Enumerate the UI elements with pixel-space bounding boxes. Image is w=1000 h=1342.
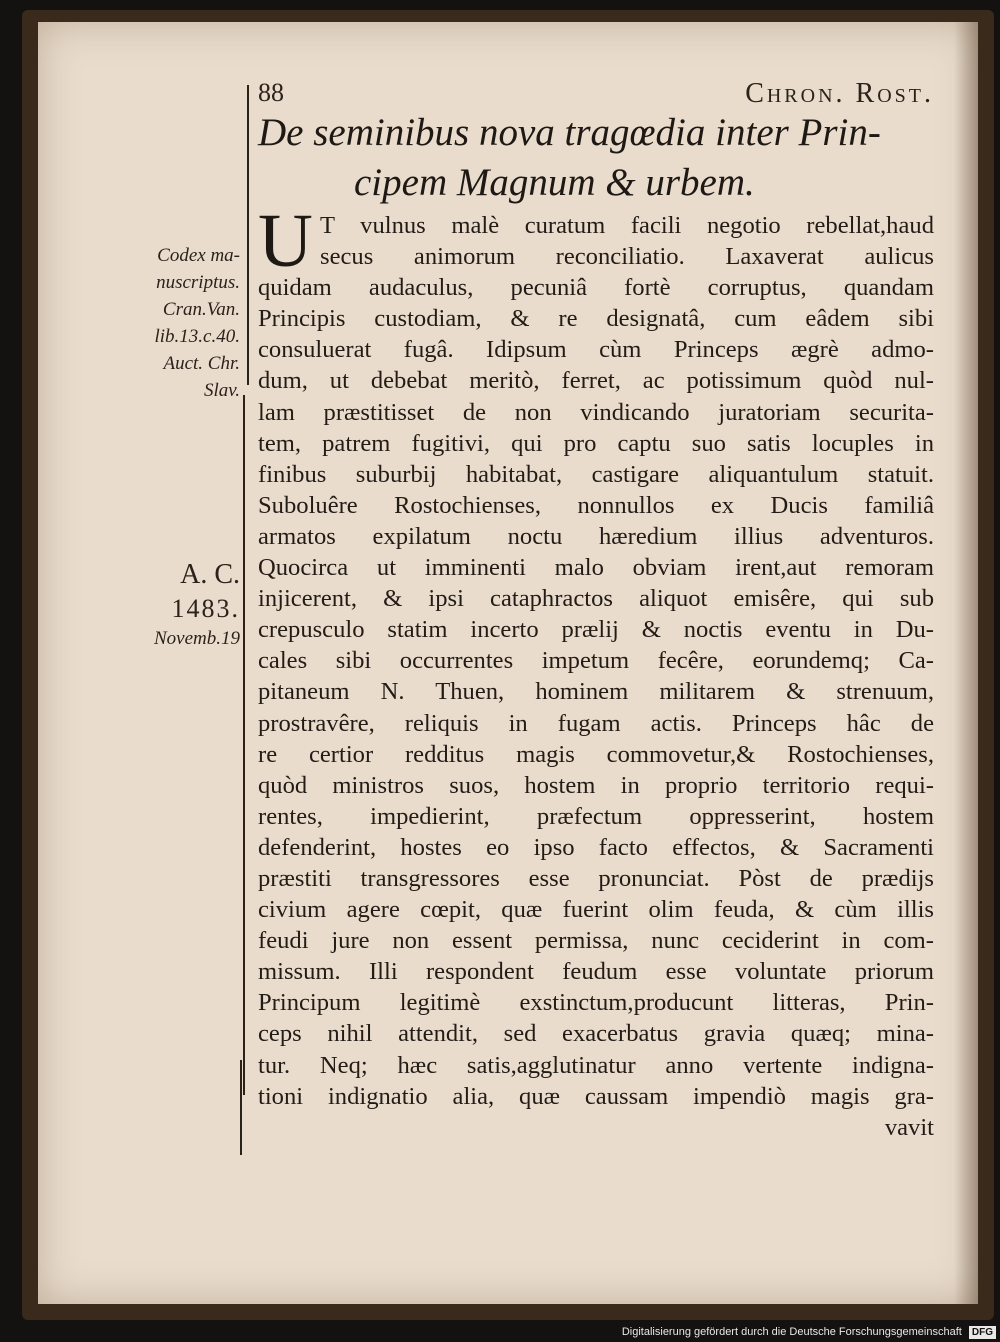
text-line: finibus suburbij habitabat, castigare aliquantulum statuit. <box>258 460 934 488</box>
text-line: lam præstitisset de non vindicando juratoriam securita- <box>258 398 934 426</box>
margin-rule-middle <box>243 395 245 1095</box>
text-line: tur. Neq; hæc satis,agglutinatur anno vertente indigna- <box>258 1051 934 1079</box>
text-line: tem, patrem fugitivi, qui pro captu suo satis locuples in <box>258 429 934 457</box>
text-line: quidam audaculus, pecuniâ fortè corruptus, quandam <box>258 274 934 302</box>
text-line: ceps nihil attendit, sed exacerbatus gravia quæq; mina- <box>258 1020 934 1048</box>
text-line: dum, ut debebat meritò, ferret, ac potissimum quòd nul- <box>258 367 934 395</box>
catchword: vavit <box>884 1113 934 1141</box>
margin-note-line: Cran.Van. <box>162 299 240 320</box>
text-line: prostravêre, reliquis in fugam actis. Princeps hâc de <box>258 709 934 737</box>
page-header <box>258 78 934 112</box>
text-line: Suboluêre Rostochienses, nonnullos ex Ducis familiâ <box>258 491 934 519</box>
text-line: Quocirca ut imminenti malo obviam irent,aut remoram <box>258 554 934 582</box>
date: Novemb.19 <box>153 628 240 649</box>
body-text <box>258 210 934 1143</box>
margin-note-date <box>130 558 240 652</box>
text-line: pitaneum N. Thuen, hominem militarem & strenuum, <box>258 678 934 706</box>
text-line: cales sibi occurrentes impetum fecêre, eorundemq; Ca- <box>258 647 934 675</box>
text-line: secus animorum reconciliatio. Laxaverat aulicus <box>320 243 934 271</box>
text-line: T vulnus malè curatum facili negotio rebellat,haud <box>320 212 934 239</box>
text-line: feudi jure non essent permissa, nunc ceciderint in com- <box>258 927 934 955</box>
anno-christi: A. C. <box>180 559 240 590</box>
year: 1483. <box>171 594 240 623</box>
page-number: 88 <box>258 78 284 107</box>
digitization-footer <box>600 1324 996 1340</box>
running-head: Chron. Rost. <box>745 78 934 109</box>
text-line: missum. Illi respondent feudum esse voluntate priorum <box>258 958 934 986</box>
text-line: injicerent, & ipsi cataphractos aliquot emisêre, qui sub <box>258 585 934 613</box>
drop-cap: U <box>258 199 313 283</box>
funding-notice: Digitalisierung gefördert durch die Deutsche Forschungsgemeinschaft <box>621 1326 962 1338</box>
text-line: defenderint, hostes eo ipso facto effectos, & Sacramenti <box>258 833 934 861</box>
text-line: armatos expilatum noctu hæredium illius adventuros. <box>258 522 934 550</box>
margin-note-line: nuscriptus. <box>156 272 240 293</box>
heading-line-2: cipem Magnum & urbem. <box>354 161 755 204</box>
text-line: crepusculo statim incerto prælij & noctis eventu in Du- <box>258 616 934 644</box>
page-gutter-shadow <box>954 22 978 1304</box>
text-line: Principis custodiam, & re designatâ, cum eâdem sibi <box>258 305 934 333</box>
margin-note-line: Codex ma- <box>157 245 240 266</box>
text-line: civium agere cœpit, quæ fuerint olim feuda, & cùm illis <box>258 896 934 924</box>
margin-rule-upper <box>247 85 249 385</box>
text-line: rentes, impedierint, præfectum oppresserint, hostem <box>258 802 934 830</box>
text-line: re certior redditus magis commovetur,& Rostochienses, <box>258 740 934 768</box>
text-line: Principum legitimè exstinctum,producunt litteras, Prin- <box>258 989 934 1017</box>
dfg-logo: DFG <box>969 1326 996 1339</box>
text-line: consuluerat fugâ. Idipsum cùm Princeps ægrè admo- <box>258 336 934 364</box>
text-line: tioni indignatio alia, quæ caussam impendiò magis gra- <box>258 1082 934 1110</box>
margin-rule-lower <box>240 1060 242 1155</box>
text-line: quòd ministros suos, hostem in proprio territorio requi- <box>258 771 934 799</box>
margin-note-line: Slav. <box>203 380 240 401</box>
text-line: præstiti transgressores esse pronunciat. Pòst de prædijs <box>258 864 934 892</box>
margin-note-line: lib.13.c.40. <box>154 326 240 347</box>
chapter-heading <box>258 108 934 208</box>
margin-note-source <box>130 242 240 404</box>
heading-line-1: De seminibus nova tragœdia inter Prin- <box>258 111 881 154</box>
margin-note-line: Auct. Chr. <box>163 353 240 374</box>
